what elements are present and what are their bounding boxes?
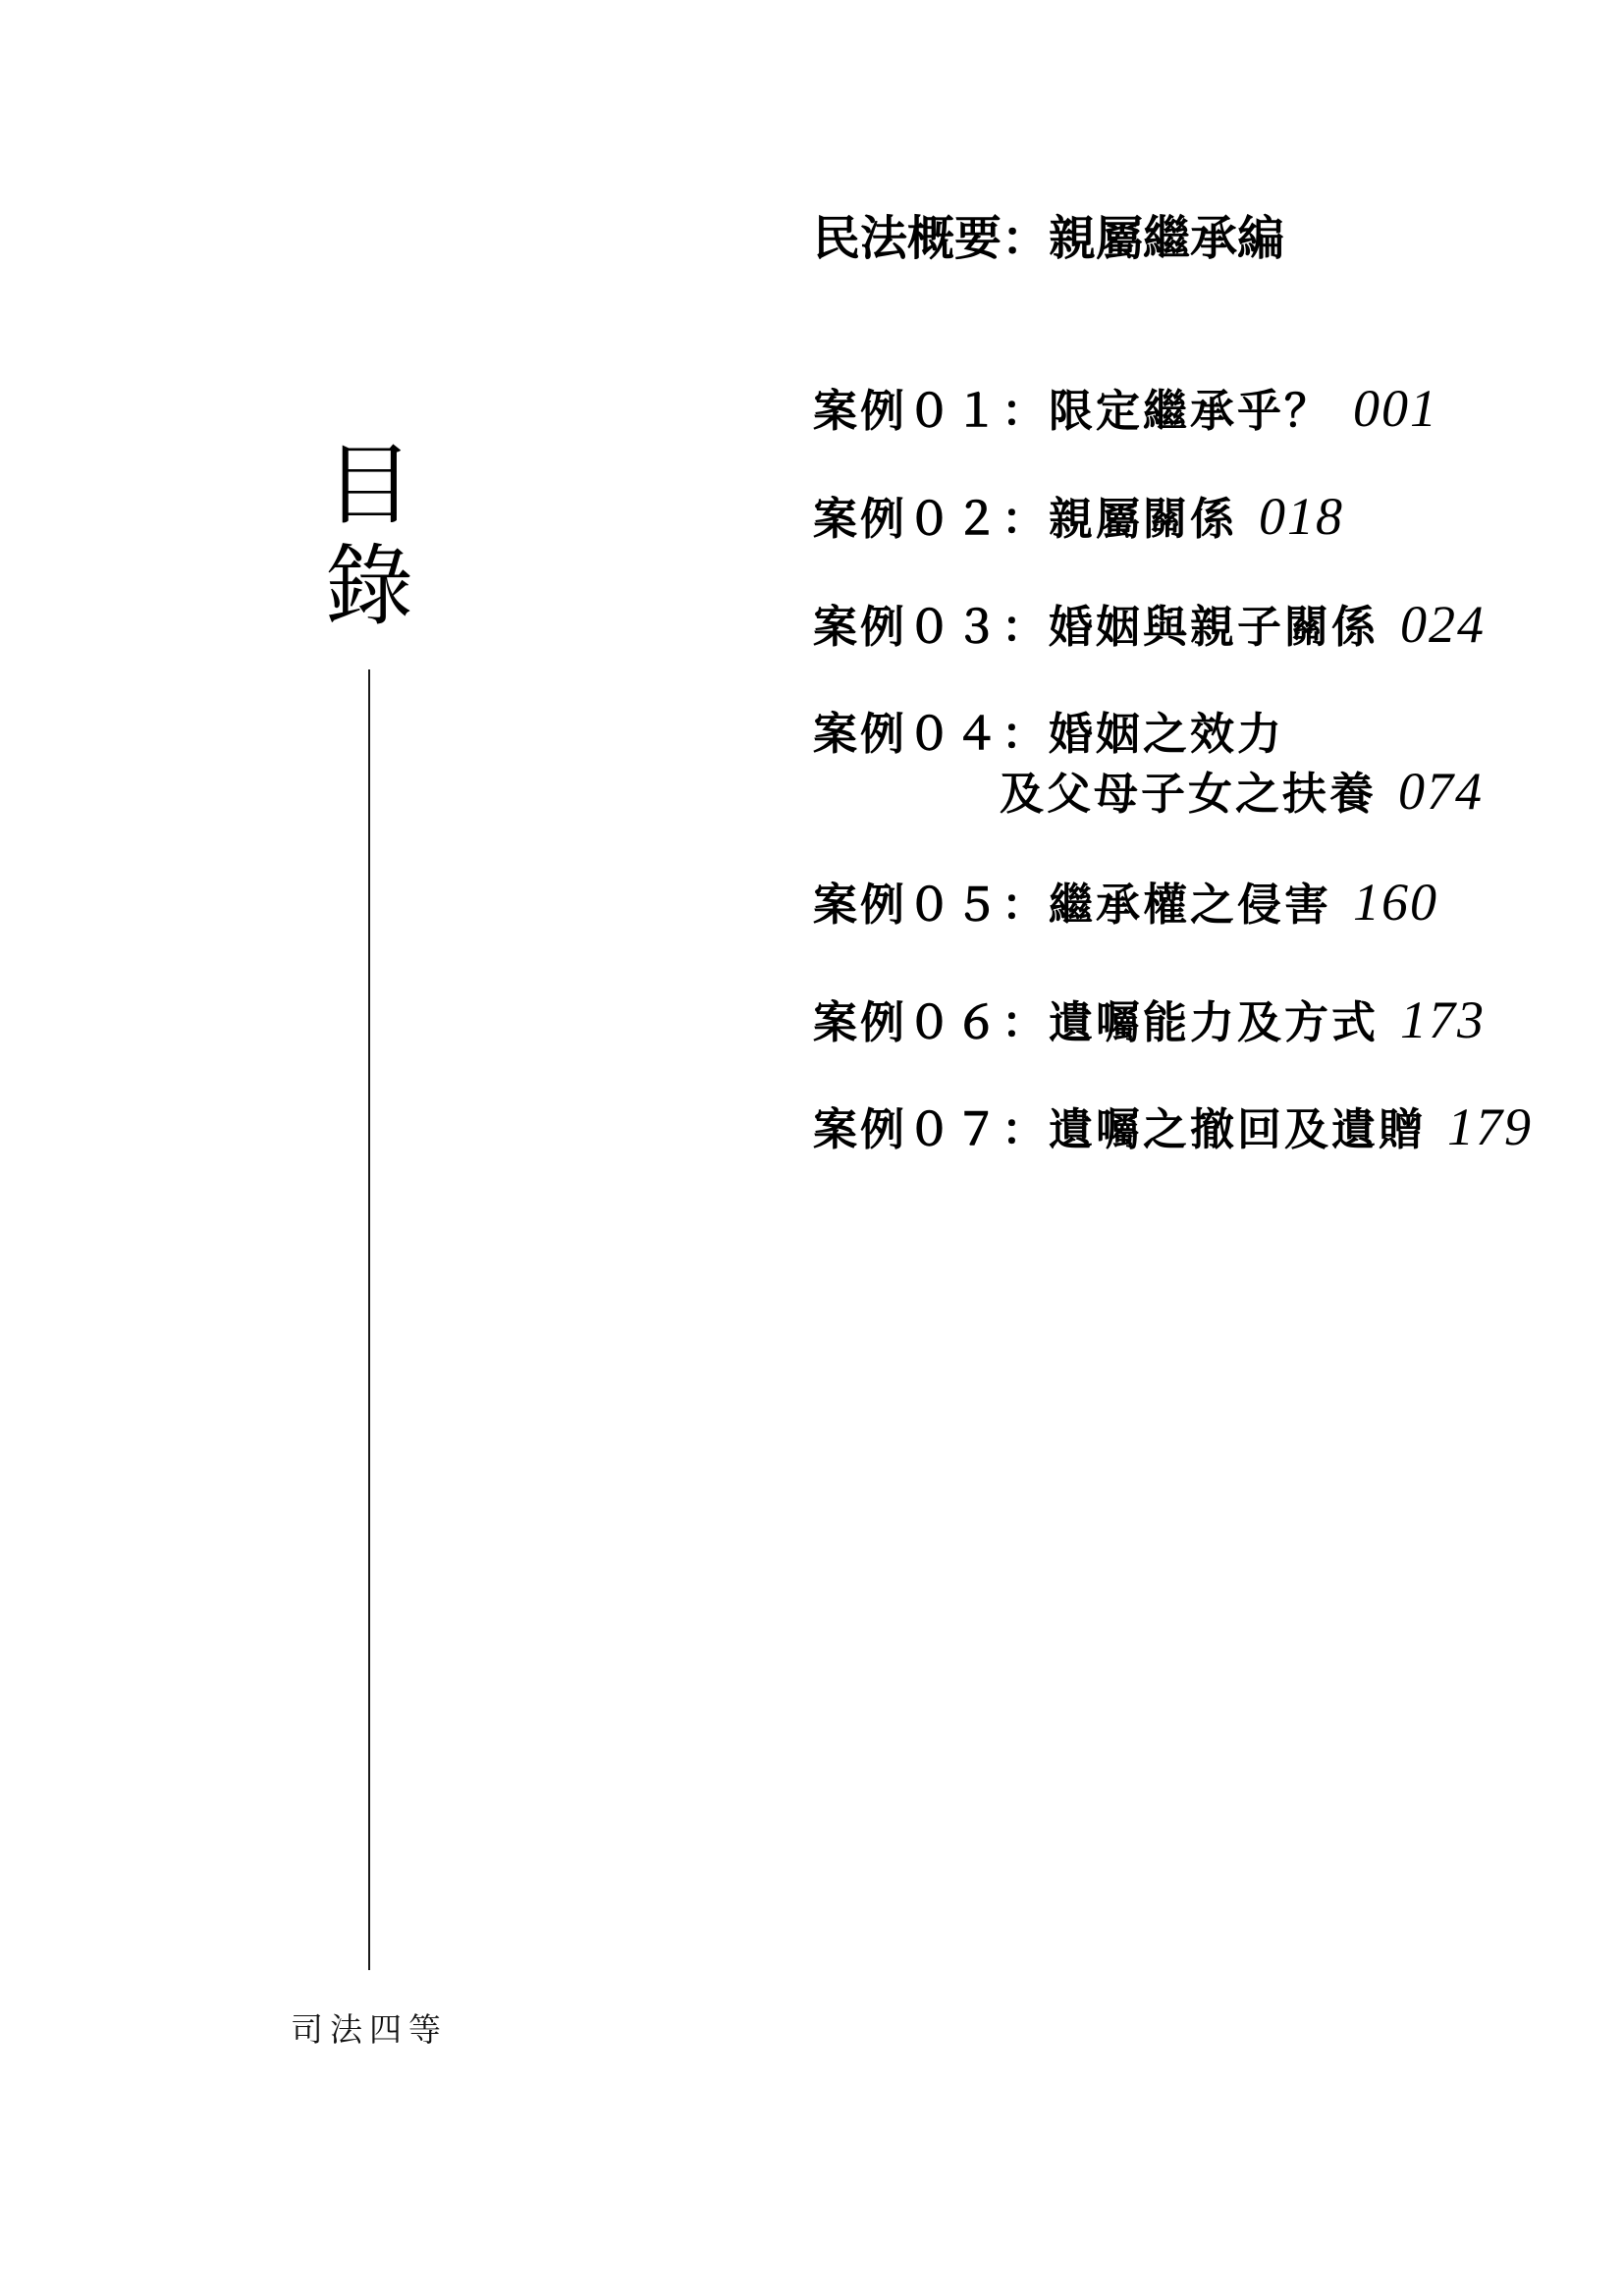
toc-entry-page-number: 173 (1400, 990, 1487, 1049)
toc-entry-label: 及父母子女之扶養 (1000, 770, 1378, 820)
toc-entry-02 (813, 486, 1344, 549)
toc-entry-04 (813, 709, 1484, 824)
toc-entry-label: 案例０６：遺囑能力及方式 (813, 998, 1380, 1047)
toc-entry-06 (813, 989, 1486, 1052)
toc-entry-label: 案例０２：親屬關係 (813, 495, 1238, 544)
toc-entry-page-number: 024 (1400, 595, 1487, 654)
toc-entry-page-number: 179 (1447, 1097, 1534, 1156)
toc-entry-label: 案例０５：繼承權之侵害 (813, 881, 1332, 930)
series-label: 司法四等 (291, 2011, 448, 2048)
toc-heading-char: 錄 (325, 539, 413, 636)
toc-entry-page-number: 074 (1398, 762, 1485, 822)
vertical-divider (368, 669, 370, 1970)
toc-entry-03 (813, 594, 1486, 657)
toc-entry-page-number: 001 (1353, 379, 1439, 438)
toc-entry-01 (813, 378, 1438, 441)
toc-entry-line (813, 761, 1484, 824)
toc-entry-05 (813, 872, 1438, 934)
toc-entry-label: 案例０３：婚姻與親子關係 (813, 603, 1380, 652)
toc-heading-char: 目 (325, 438, 413, 535)
toc-entry-page-number: 160 (1353, 873, 1439, 932)
toc-entry-label: 案例０１：限定繼承乎？ (813, 387, 1332, 436)
toc-entry-07 (813, 1096, 1533, 1159)
toc-entry-label: 案例０４：婚姻之效力 (813, 710, 1285, 759)
book-title: 民法概要：親屬繼承編 (813, 213, 1285, 265)
toc-entry-label: 案例０７：遺囑之撤回及遺贈 (813, 1105, 1427, 1154)
toc-entry-page-number: 018 (1259, 487, 1345, 546)
toc-heading (320, 436, 418, 638)
toc-entry-line (813, 709, 1484, 761)
